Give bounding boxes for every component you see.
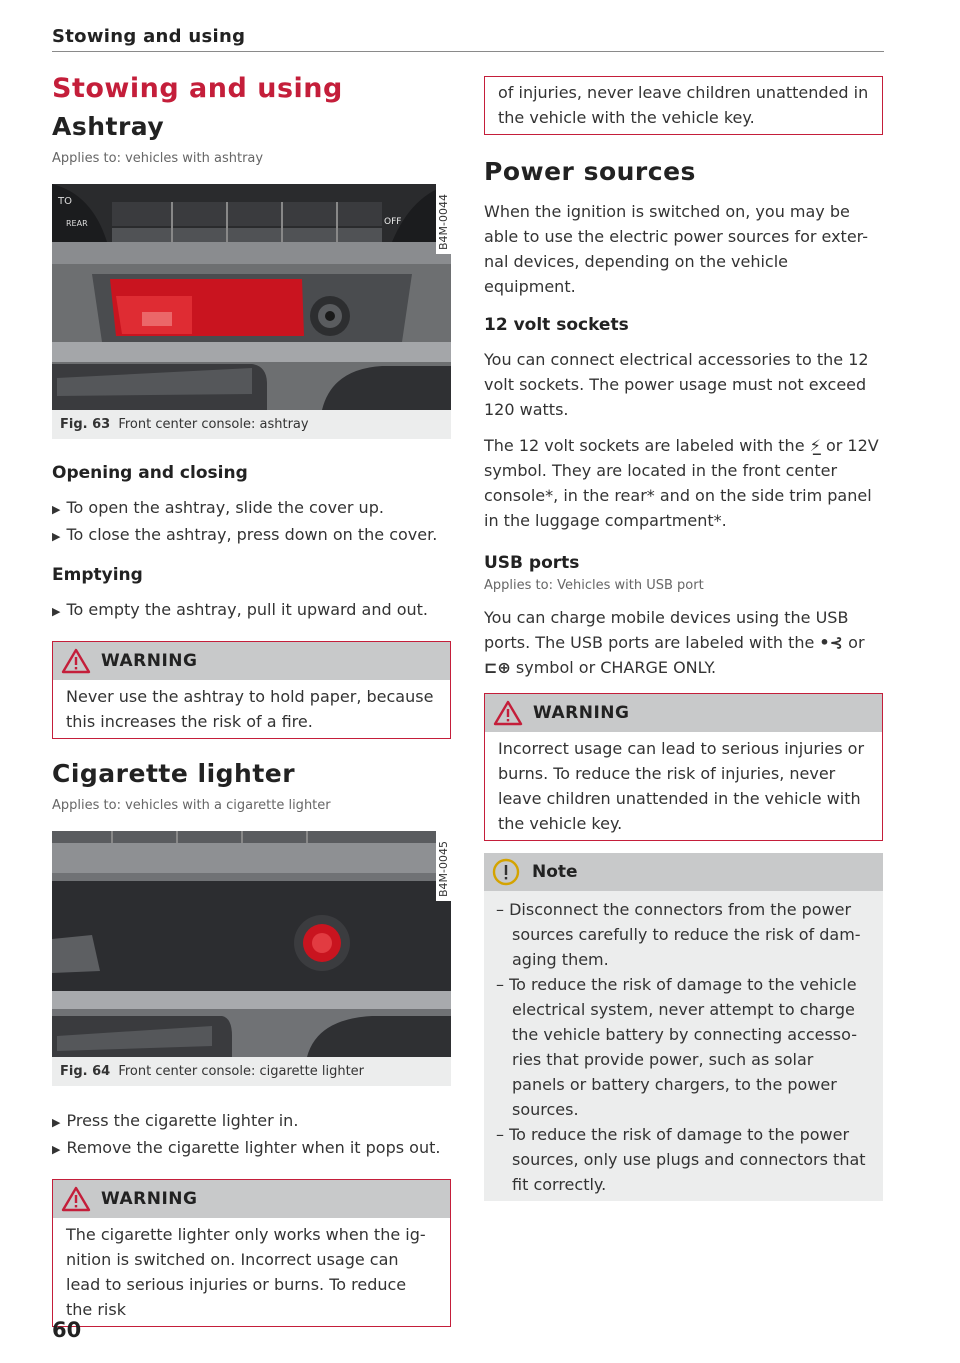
emptying-heading: Emptying bbox=[52, 565, 143, 585]
ashtray-title: Ashtray bbox=[52, 112, 165, 141]
warning-box bbox=[484, 693, 883, 841]
opening-closing-heading: Opening and closing bbox=[52, 463, 248, 483]
warning-header bbox=[53, 1180, 450, 1218]
bullet-arrow-icon: ▶ bbox=[52, 1143, 61, 1156]
figure-number: Fig. 64 bbox=[60, 1064, 111, 1079]
warning-text: The cigarette lighter only works when the ig-nition is switched on. Incorrect usage can lead to serious injuries or burns. To reduce the risk bbox=[66, 1225, 426, 1319]
usb-symbol-icon: •⊰ bbox=[819, 633, 844, 652]
note-list bbox=[484, 891, 883, 1201]
volt-paragraph-2: The 12 volt sockets are labeled with the ⚡̲ or 12V symbol. They are located in the front center console*, in the rear* and on the side trim panel in the luggage compartment*. bbox=[484, 436, 879, 530]
figure-caption bbox=[52, 410, 451, 439]
figure-caption-text: Front center console: ashtray bbox=[118, 417, 309, 432]
bullet-arrow-icon: ▶ bbox=[52, 1116, 61, 1129]
list-item: ▶ Remove the cigarette lighter when it pops out. bbox=[52, 1138, 441, 1157]
warning-text: of injuries, never leave children unattended in the vehicle with the vehicle key. bbox=[498, 83, 869, 127]
figure-64 bbox=[52, 831, 451, 1086]
warning-triangle-icon bbox=[61, 1186, 91, 1212]
right-column bbox=[484, 76, 883, 1201]
ashtray-applies: Applies to: vehicles with ashtray bbox=[52, 151, 264, 166]
list-item: – To reduce the risk of damage to the vehicle electrical system, never attempt to charge the vehicle battery by connecting accesso-ries that provide power, such as solar panels or battery chargers, to the power sources. bbox=[496, 975, 857, 1119]
figure-code: B4M-0045 bbox=[437, 841, 450, 897]
bullet-arrow-icon: ▶ bbox=[52, 503, 61, 516]
ashtray-console-illustration bbox=[52, 184, 451, 410]
warning-label: WARNING bbox=[533, 703, 630, 723]
note-header bbox=[484, 853, 883, 891]
warning-header bbox=[485, 694, 882, 732]
warning-box-continued bbox=[484, 76, 883, 135]
figure-caption bbox=[52, 1057, 451, 1086]
warning-label: WARNING bbox=[101, 1189, 198, 1209]
warning-label: WARNING bbox=[101, 651, 198, 671]
list-item: ▶ Press the cigarette lighter in. bbox=[52, 1111, 299, 1130]
warning-text: Incorrect usage can lead to serious injuries or burns. To reduce the risk of injuries, never leave children unattended in the vehicle with the vehicle key. bbox=[498, 739, 865, 833]
usb-applies: Applies to: Vehicles with USB port bbox=[484, 578, 704, 593]
note-box bbox=[484, 853, 883, 1201]
warning-triangle-icon bbox=[61, 648, 91, 674]
rear-label: REAR bbox=[66, 219, 88, 228]
off-label: OFF bbox=[384, 217, 402, 227]
warning-box bbox=[52, 641, 451, 739]
charge-symbol-icon: ⊏⊕ bbox=[484, 658, 511, 677]
socket-symbol-icon: ⚡̲ bbox=[809, 436, 821, 455]
list-item: ▶ To open the ashtray, slide the cover up. bbox=[52, 498, 384, 517]
list-item: – Disconnect the connectors from the power sources carefully to reduce the risk of dam-aging them. bbox=[496, 900, 861, 969]
usb-ports-heading: USB ports bbox=[484, 553, 580, 573]
list-item: ▶ To empty the ashtray, pull it upward and out. bbox=[52, 600, 429, 619]
figure-caption-text: Front center console: cigarette lighter bbox=[118, 1064, 365, 1079]
header-rule bbox=[52, 51, 884, 52]
bullet-arrow-icon: ▶ bbox=[52, 605, 61, 618]
lighter-applies: Applies to: vehicles with a cigarette lighter bbox=[52, 798, 331, 813]
note-exclamation-icon bbox=[492, 858, 520, 886]
volt-sockets-heading: 12 volt sockets bbox=[484, 315, 629, 335]
left-column bbox=[52, 72, 451, 1327]
list-item: ▶ To close the ashtray, press down on the cover. bbox=[52, 525, 438, 544]
warning-box bbox=[52, 1179, 451, 1327]
power-sources-title: Power sources bbox=[484, 157, 696, 186]
warning-header bbox=[53, 642, 450, 680]
chapter-title: Stowing and using bbox=[52, 73, 343, 104]
bullet-arrow-icon: ▶ bbox=[52, 530, 61, 543]
lighter-console-illustration bbox=[52, 831, 451, 1057]
svg-text:TO: TO bbox=[58, 196, 72, 207]
volt-paragraph-1: You can connect electrical accessories to the 12 volt sockets. The power usage must not exceed 120 watts. bbox=[484, 350, 869, 419]
figure-code: B4M-0044 bbox=[437, 194, 450, 250]
list-item: – To reduce the risk of damage to the power sources, only use plugs and connectors that fit correctly. bbox=[496, 1125, 866, 1194]
page-number: 60 bbox=[52, 1318, 82, 1342]
usb-paragraph: You can charge mobile devices using the USB ports. The USB ports are labeled with the •⊰ or ⊏⊕ symbol or CHARGE ONLY. bbox=[484, 608, 865, 677]
warning-triangle-icon bbox=[493, 700, 523, 726]
warning-text: Never use the ashtray to hold paper, because this increases the risk of a fire. bbox=[66, 687, 434, 731]
figure-63 bbox=[52, 184, 451, 439]
figure-number: Fig. 63 bbox=[60, 417, 111, 432]
running-header: Stowing and using bbox=[52, 26, 246, 47]
note-label: Note bbox=[532, 862, 578, 882]
power-intro: When the ignition is switched on, you may be able to use the electric power sources for exter-nal devices, depending on the vehicle equipment. bbox=[484, 202, 868, 296]
lighter-title: Cigarette lighter bbox=[52, 759, 296, 788]
